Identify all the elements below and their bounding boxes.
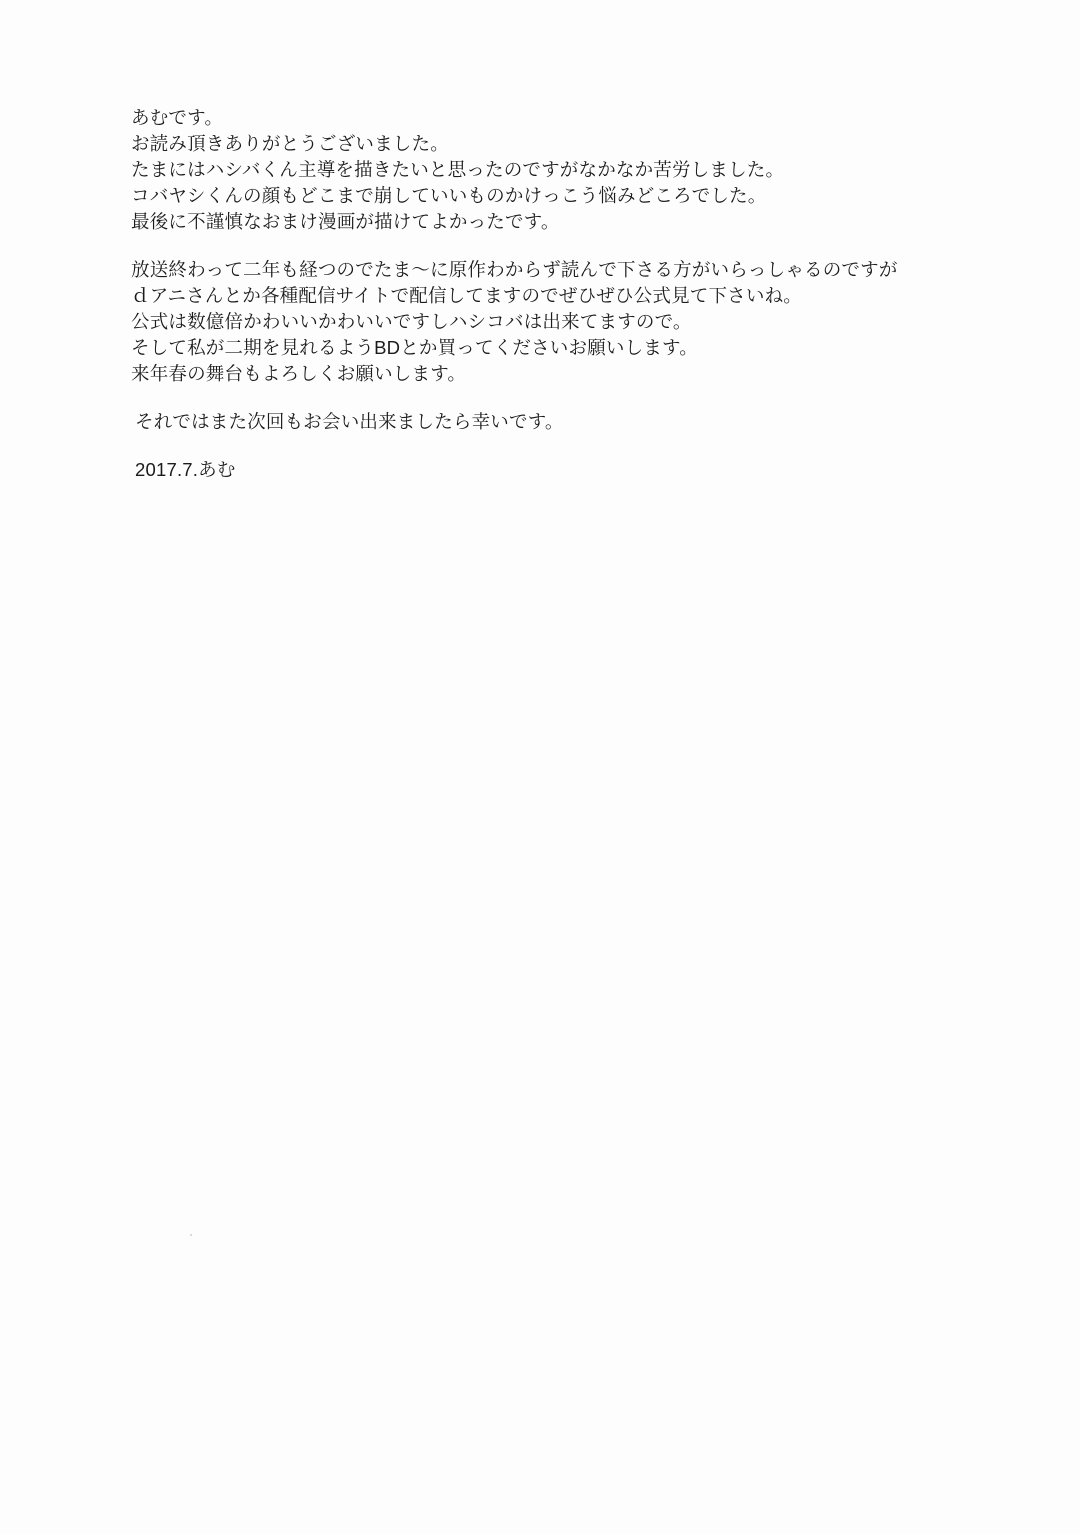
afterword-line: コバヤシくんの顔もどこまで崩していいものかけっこう悩みどころでした。 — [131, 185, 767, 206]
afterword-paragraph-2 — [131, 257, 991, 387]
afterword-line: ｄアニさんとか各種配信サイトで配信してますのでぜひぜひ公式見て下さいね。 — [131, 285, 802, 306]
afterword-line: お読み頂きありがとうございました。 — [131, 133, 449, 154]
afterword-line: 最後に不謹慎なおまけ漫画が描けてよかったです。 — [131, 211, 560, 232]
page-speck — [190, 1234, 192, 1236]
afterword-paragraph-1 — [131, 105, 991, 235]
afterword-line: それではまた次回もお会い出来ましたら幸いです。 — [135, 411, 564, 432]
afterword-text-block — [131, 105, 991, 483]
afterword-line: あむです。 — [131, 107, 224, 128]
afterword-line: そして私が二期を見れるようBDとか買ってくださいお願いします。 — [131, 337, 698, 358]
afterword-paragraph-3 — [131, 409, 991, 435]
afterword-line: たまにはハシバくん主導を描きたいと思ったのですがなかなか苦労しました。 — [131, 159, 785, 180]
afterword-line: 放送終わって二年も経つのでたま〜に原作わからず読んで下さる方がいらっしゃるのですが — [131, 259, 898, 280]
afterword-signature: 2017.7.あむ — [135, 459, 236, 480]
afterword-line: 来年春の舞台もよろしくお願いします。 — [131, 363, 467, 384]
afterword-line: 公式は数億倍かわいいかわいいですしハシコバは出来てますので。 — [131, 311, 692, 332]
